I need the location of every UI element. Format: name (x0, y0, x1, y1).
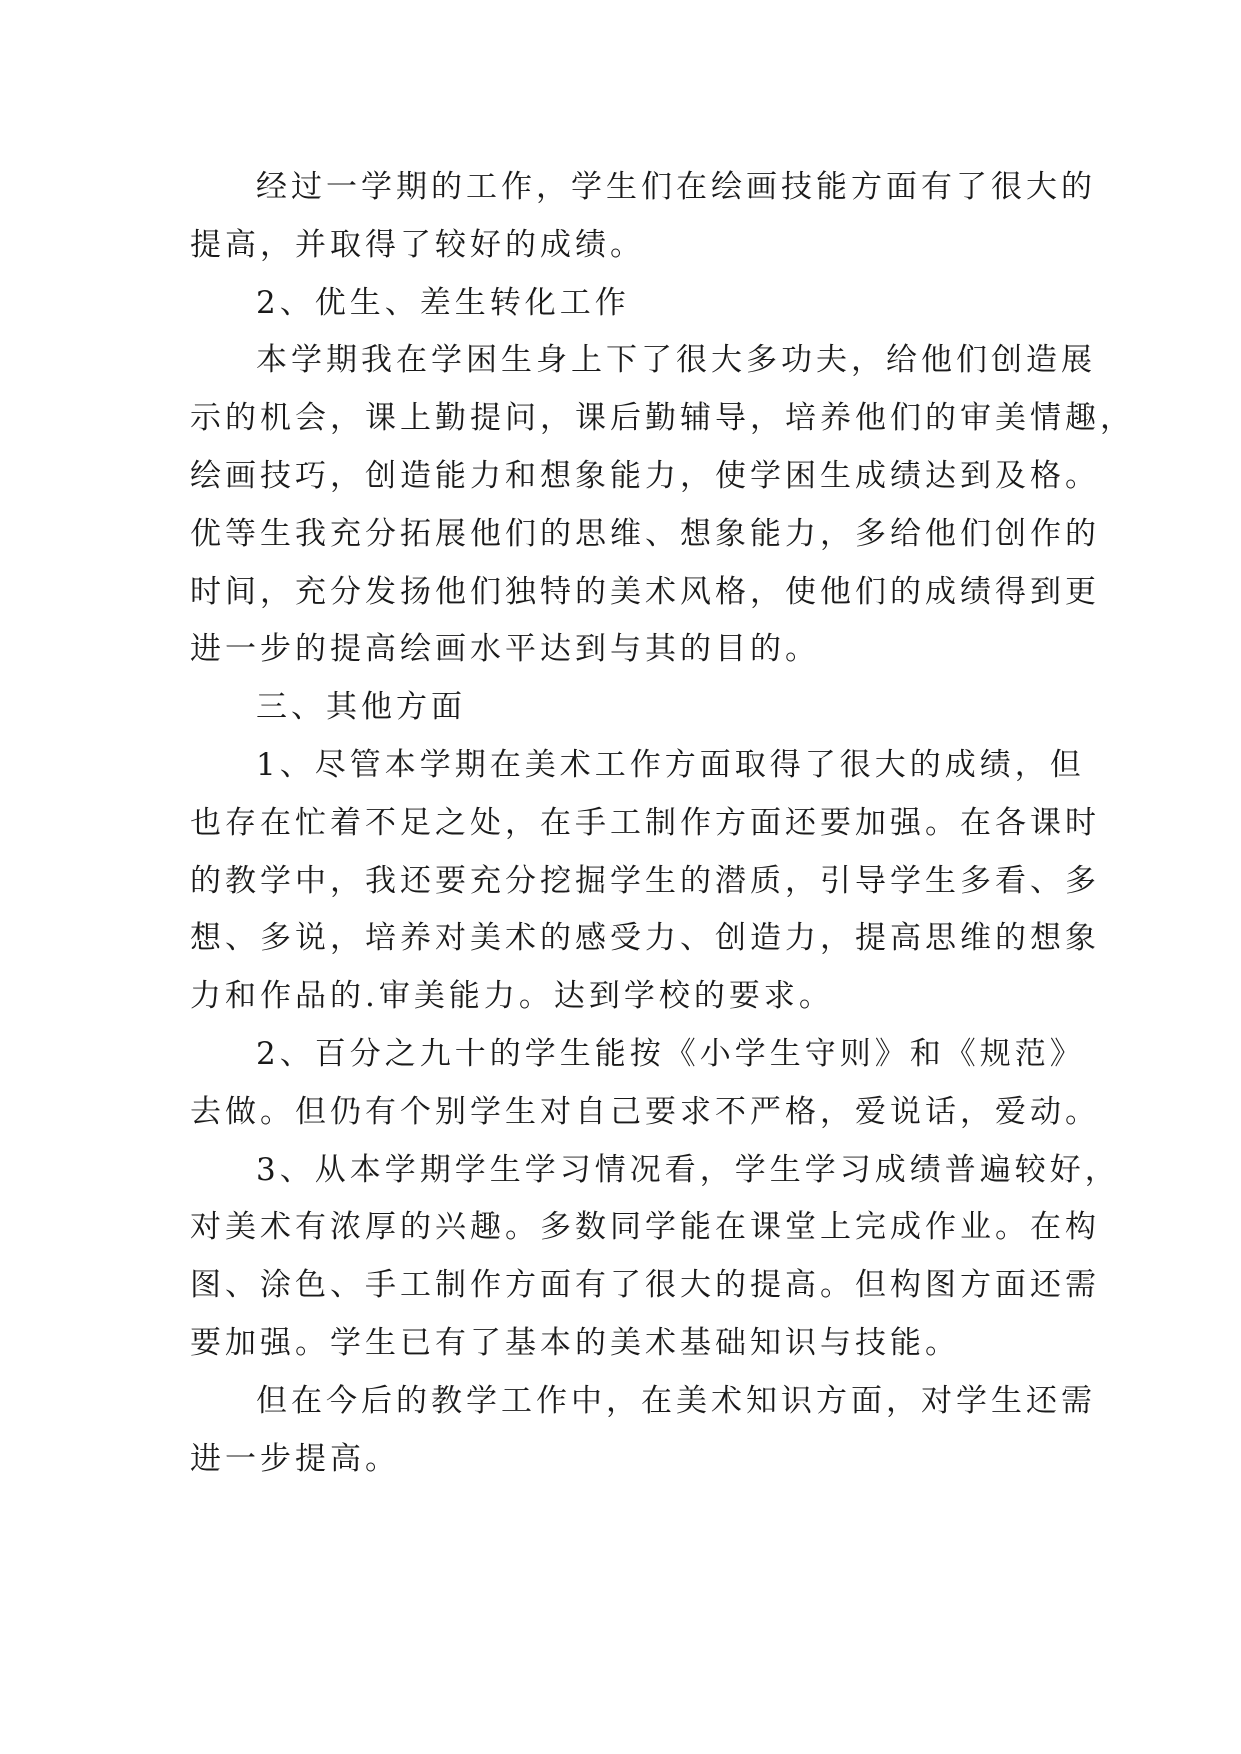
text-line-7: 优等生我充分拓展他们的思维、想象能力，多给他们创作的 (190, 515, 1100, 552)
text-line-11: 1、尽管本学期在美术工作方面取得了很大的成绩，但 (256, 746, 1085, 783)
section-heading-2: 2、优生、差生转化工作 (256, 284, 630, 321)
text-line-6: 绘画技巧，创造能力和想象能力，使学困生成绩达到及格。 (190, 457, 1100, 494)
text-line-18: 3、从本学期学生学习情况看，学生学习成绩普遍较好， (256, 1151, 1120, 1188)
text-line-13: 的教学中，我还要充分挖掘学生的潜质，引导学生多看、多 (190, 862, 1100, 899)
text-line-21: 要加强。学生已有了基本的美术基础知识与技能。 (190, 1324, 960, 1361)
text-line-4: 本学期我在学困生身上下了很大多功夫，给他们创造展 (256, 342, 1096, 379)
text-line-23: 进一步提高。 (190, 1440, 400, 1477)
text-line-5: 示的机会，课上勤提问，课后勤辅导，培养他们的审美情趣， (190, 400, 1135, 437)
document-body (190, 159, 1135, 1488)
text-line-14: 想、多说，培养对美术的感受力、创造力，提高思维的想象 (190, 920, 1100, 957)
text-line-19: 对美术有浓厚的兴趣。多数同学能在课堂上完成作业。在构 (190, 1209, 1100, 1246)
text-line-16: 2、百分之九十的学生能按《小学生守则》和《规范》 (256, 1035, 1085, 1072)
text-line-12: 也存在忙着不足之处，在手工制作方面还要加强。在各课时 (190, 804, 1100, 841)
text-line-17: 去做。但仍有个别学生对自己要求不严格，爱说话，爱动。 (190, 1093, 1100, 1130)
text-line-1: 经过一学期的工作，学生们在绘画技能方面有了很大的 (256, 169, 1096, 205)
text-line-20: 图、涂色、手工制作方面有了很大的提高。但构图方面还需 (190, 1267, 1100, 1304)
text-line-9: 进一步的提高绘画水平达到与其的目的。 (190, 631, 820, 668)
text-line-22: 但在今后的教学工作中，在美术知识方面，对学生还需 (256, 1382, 1096, 1419)
section-heading-3: 三、其他方面 (256, 689, 466, 726)
text-line-2: 提高，并取得了较好的成绩。 (190, 226, 645, 263)
text-line-15: 力和作品的.审美能力。达到学校的要求。 (190, 978, 834, 1015)
text-line-8: 时间，充分发扬他们独特的美术风格，使他们的成绩得到更 (190, 573, 1100, 610)
